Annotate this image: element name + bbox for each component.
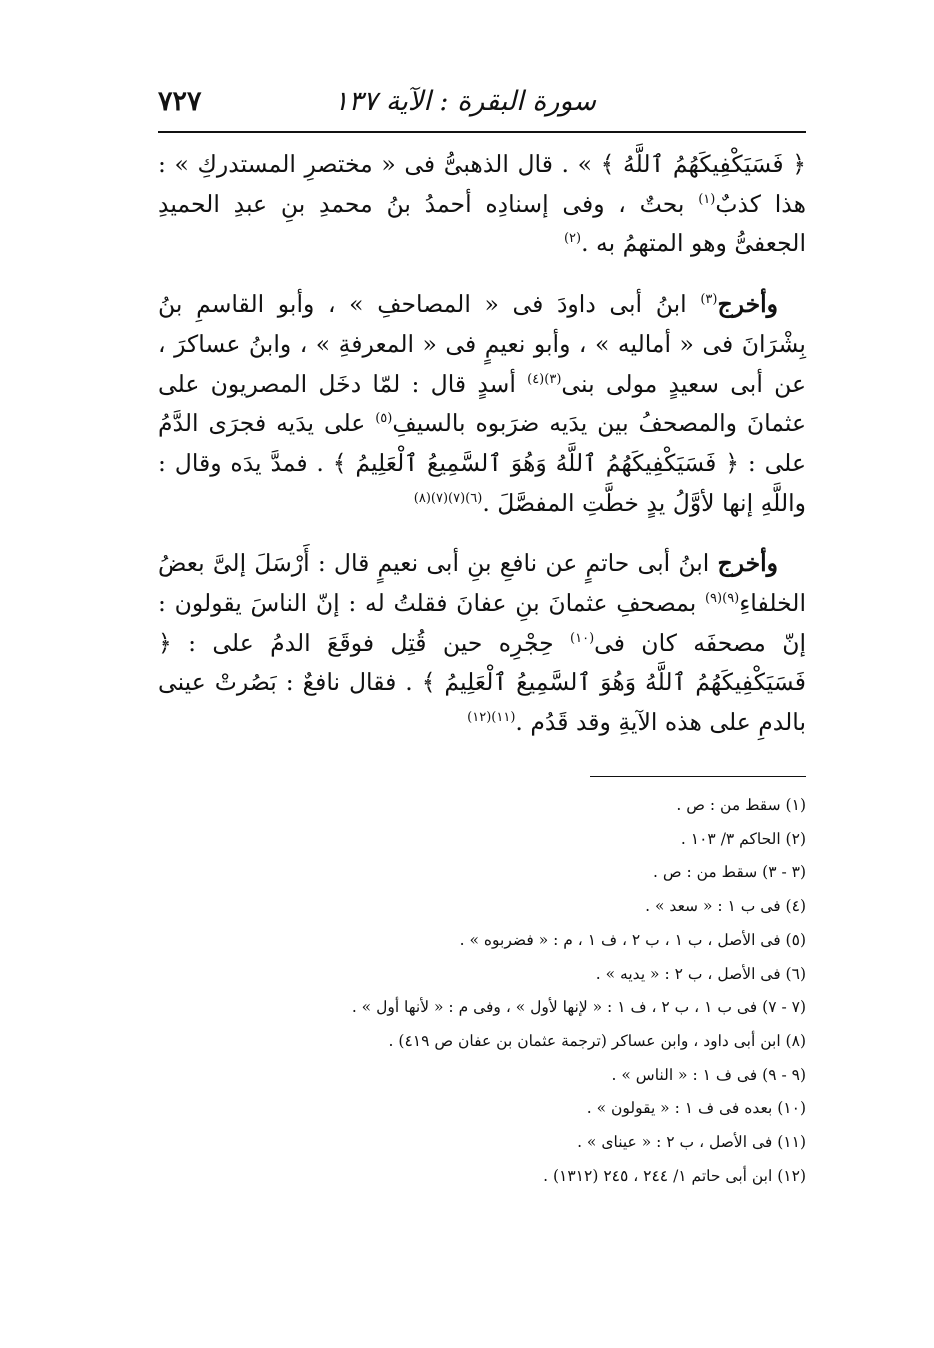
footnote: (٩ - ٩) فى ف ١ : « الناس » .	[611, 1065, 806, 1084]
footnote-ref: (٣)	[700, 292, 718, 308]
footnote-ref: (١٠)	[570, 630, 595, 646]
footnote-ref: (٤)	[527, 371, 545, 387]
footnote-ref: (٩)	[722, 591, 740, 607]
footnote: (١) سقط من : ص .	[676, 796, 806, 814]
footnote: (١٢) ابن أبى حاتم ١/ ٢٤٤ ، ٢٤٥ (١٣١٢) .	[543, 1166, 806, 1185]
footnote: (٥) فى الأصل ، ب ١ ، ب ٢ ، ف ١ ، م : « فضربوه » .	[459, 930, 806, 949]
footnote-ref: (٩)	[704, 591, 723, 607]
footnote: (٢) الحاكم ٣/ ١٠٣ .	[680, 829, 806, 848]
text-line: ابنُ أبى حاتمٍ عن نافعِ بنِ أبى نعيمٍ قال : أَرْسَلَ إلىَّ بعضُ الخلفاءِ	[158, 549, 806, 618]
footnote: (٧ - ٧) فى ب ١ ، ب ٢ ، ف ١ : « لإنها لأول » ، وفى م : « لأنها أول » .	[351, 998, 806, 1017]
footnote: (٤) فى ب ١ : « سعد » .	[645, 897, 806, 916]
header-rule	[158, 131, 806, 133]
paragraph-1	[158, 145, 806, 264]
footnote: (٣ - ٣) سقط من : ص .	[652, 863, 806, 882]
footnote-ref: (١)	[698, 191, 716, 207]
footnote-ref: (٥)	[375, 411, 393, 427]
footnote-ref: (١٢)	[467, 710, 492, 726]
footnote-ref: (٣)	[544, 371, 562, 387]
running-header	[158, 86, 806, 126]
footnote: (١٠) بعده فى ف ١ : « يقولون » .	[586, 1099, 806, 1118]
footnote-ref: (٦)	[465, 490, 483, 506]
paragraph-2	[158, 285, 806, 523]
paragraph-lead: وأخرج	[717, 549, 778, 578]
footnote: (٦) فى الأصل ، ب ٢ : « يديه » .	[595, 964, 806, 983]
footnotes-list	[158, 789, 806, 1193]
footnote-ref: (٧)	[430, 490, 449, 506]
text-line: « أماليه » ، وأبو نعيمٍ فى « المعرفةِ » ، وابنُ عساكرَ ، عن أبى سعيدٍ مولى بنى	[158, 329, 806, 398]
footnote-ref: (١١)	[491, 710, 516, 726]
text-line: أسدٍ قال : لمّا دخَل المصريون على عثمانَ والمصحفُ بين يدَيه ضرَبوه بالسيفِ	[158, 369, 806, 438]
main-text	[158, 145, 806, 743]
text-line: بمصحفِ عثمانَ بنِ عفانَ فقلتُ له : إنّ الناسَ يقولون : إنّ مصحفَه كان فى	[158, 589, 806, 657]
text-line: يدَه وقال : واللَّهِ إنها لأوَّلُ يدٍ خطَّتِ المفصَّلَ .	[158, 448, 806, 517]
paragraph-lead: وأخرج	[717, 290, 778, 319]
page-number: ٧٢٧	[158, 86, 202, 117]
page-title: سورة البقرة : الآية ١٣٧	[333, 86, 596, 117]
text-line: نافعٌ : بَصُرتْ عينى بالدمِ على هذه الآيةِ وقد قَدُم .	[158, 668, 806, 737]
paragraph-3	[158, 544, 806, 743]
footnote-ref: (٢)	[563, 231, 582, 247]
text-line: على يدَيه فجرَى الدَّمُ على : ﴿ فَسَيَكْفِيكَهُمُ ٱللَّهُ وَهُوَ ٱلسَّمِيعُ ٱلْعَلِيمُ ﴾ . فمدَّ	[158, 409, 806, 477]
footnote: (١١) فى الأصل ، ب ٢ : « عيناى » .	[577, 1133, 806, 1152]
text-line: ابنُ أبى داودَ فى « المصاحفِ » ، وأبو القاسمِ بنُ بِشْرَانَ فى	[158, 290, 806, 358]
footnote-ref: (٨)	[413, 490, 431, 506]
text-line: بحتٌ ، وفى إسنادِه أحمدُ بنُ محمدِ بنِ عبدِ الحميدِ الجعفىُّ وهو المتهمُ به .	[158, 189, 806, 258]
footnote: (٨) ابن أبى داود ، وابن عساكر (ترجمة عثمان بن عفان ص ٤١٩) .	[388, 1031, 806, 1050]
text-line: ﴿ فَسَيَكْفِيكَهُمُ ٱللَّهُ ﴾ » . قال الذهبىُّ فى « مختصرِ المستدركِ » : هذا كذبٌ	[158, 150, 806, 218]
footnote-separator	[590, 776, 806, 777]
text-line: حِجْرِه حين قُتِل فوقَعَ الدمُ على : ﴿ فَسَيَكْفِيكَهُمُ ٱللَّهُ وَهُوَ ٱلسَّمِيعُ ٱلْعَلِيمُ ﴾ . فقال	[158, 628, 806, 697]
footnote-ref: (٧)	[448, 490, 466, 506]
